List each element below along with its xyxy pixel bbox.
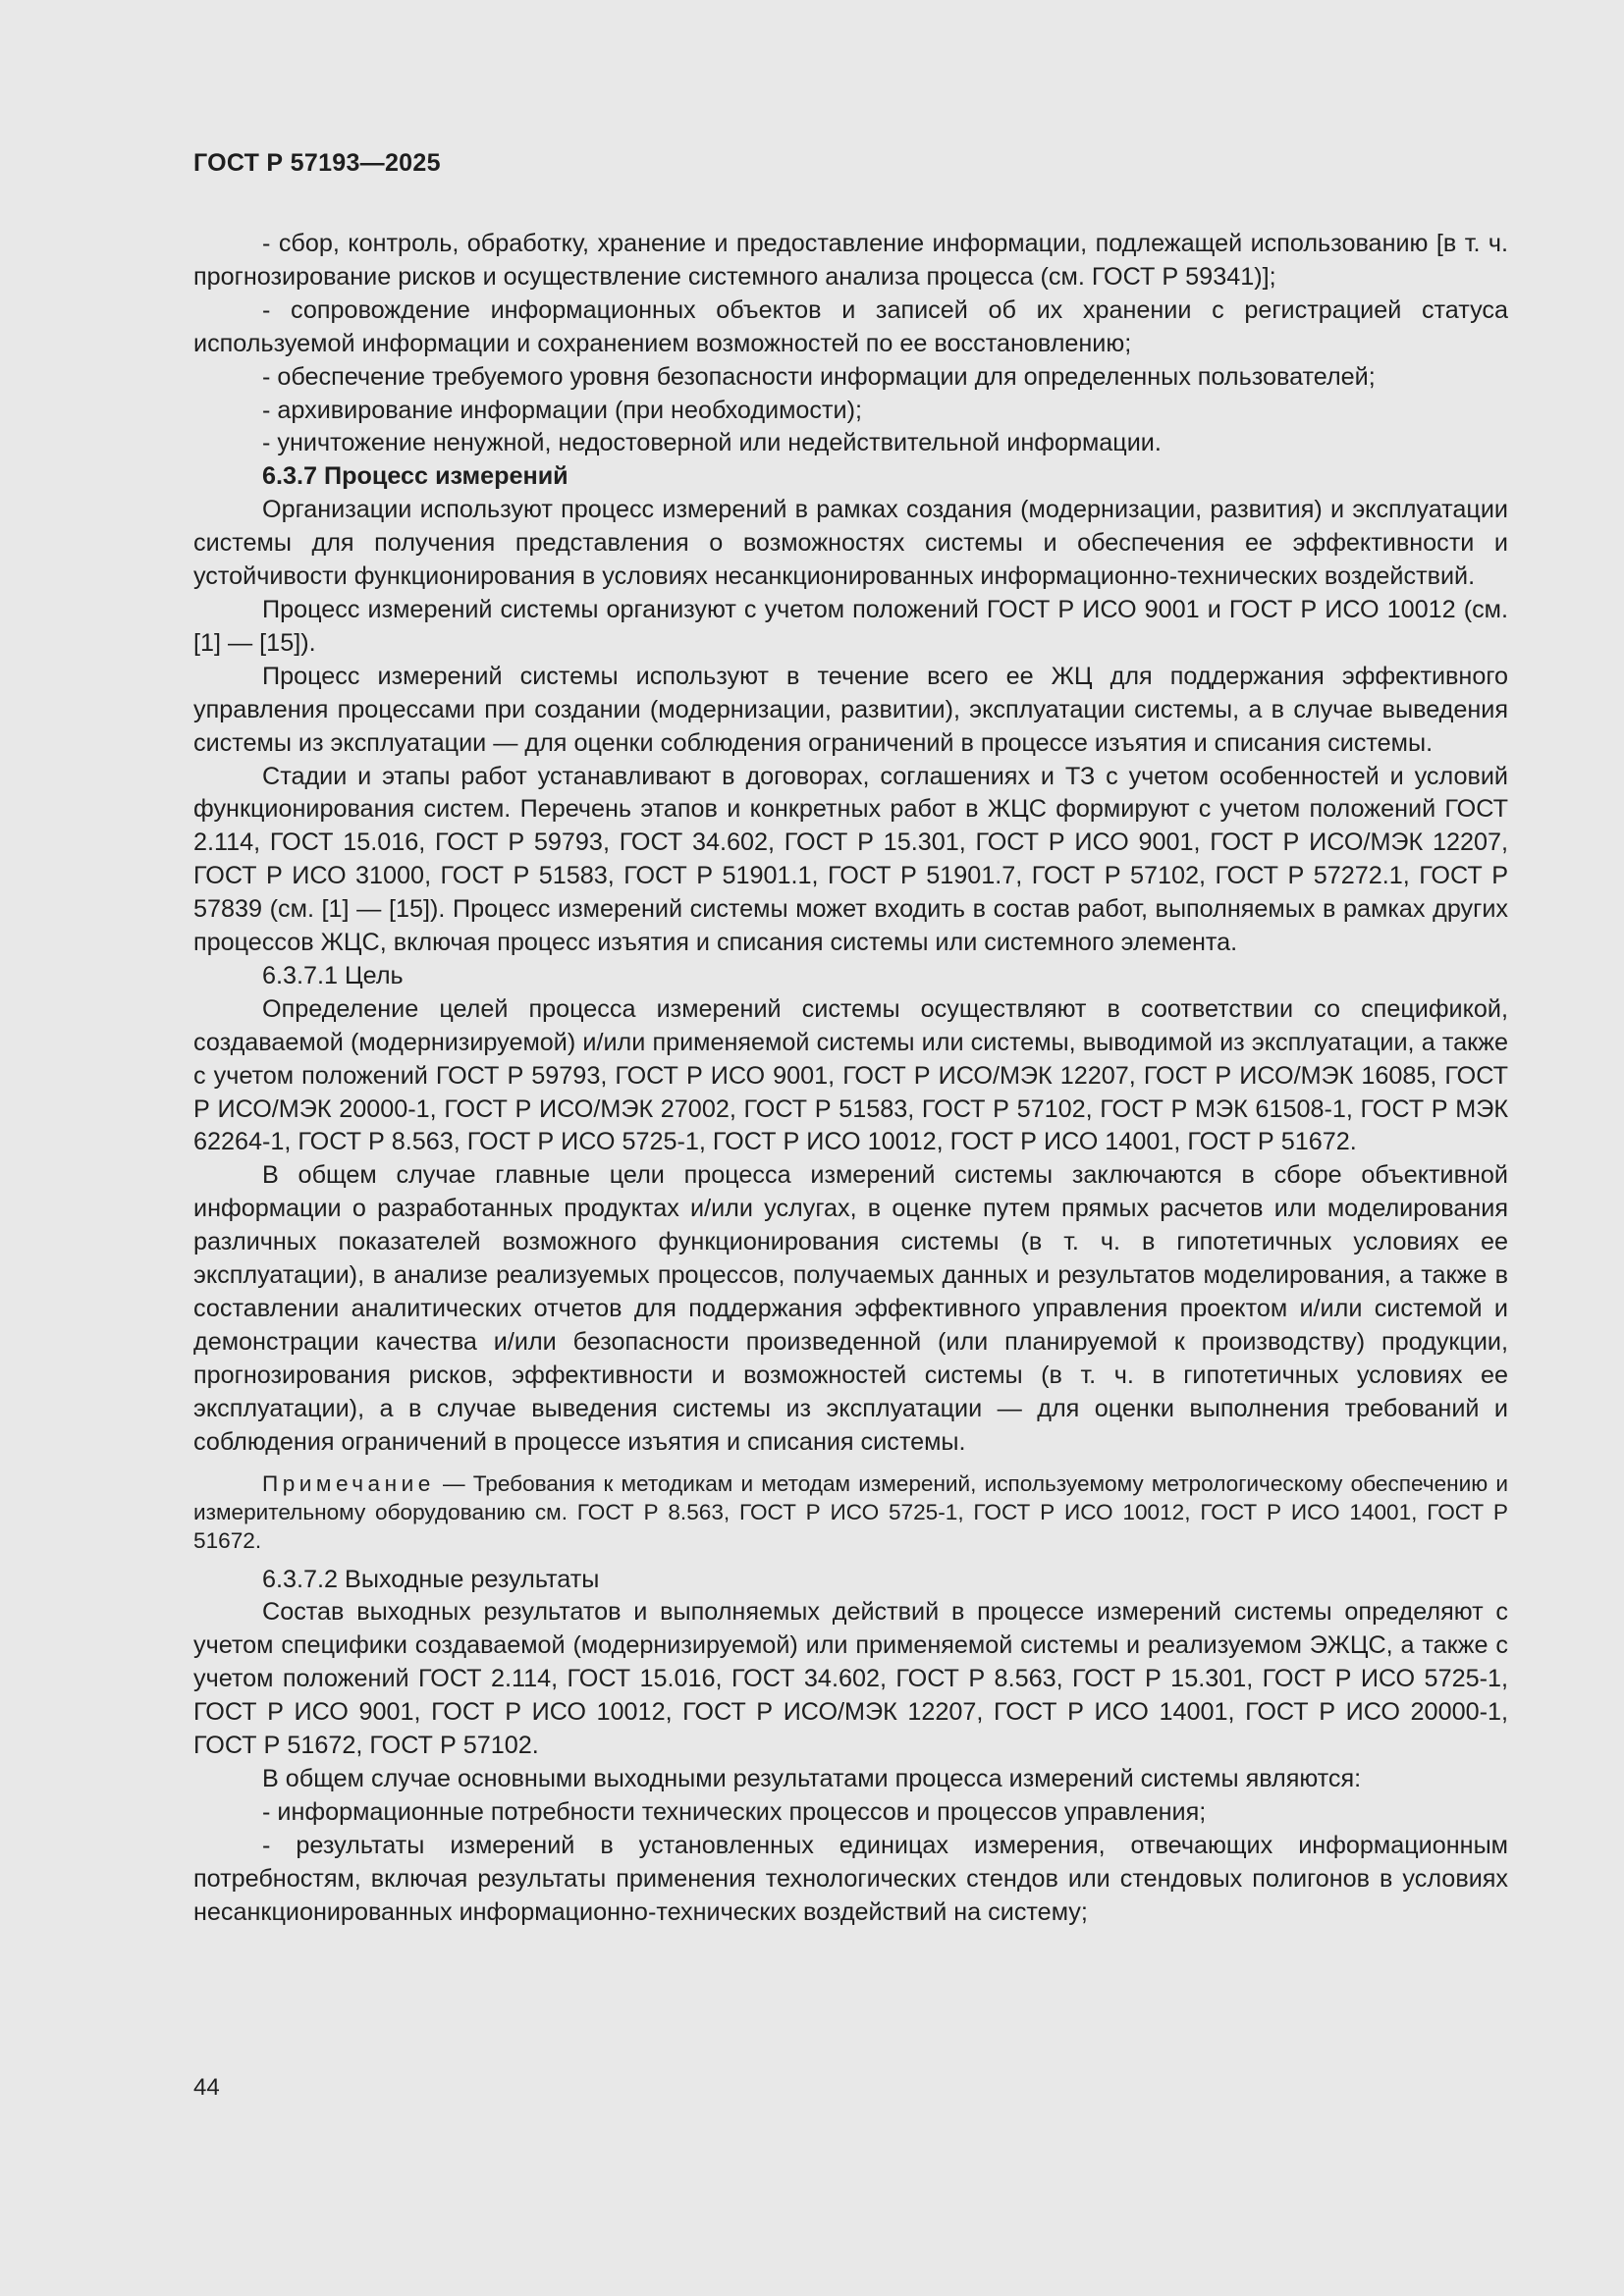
- note: [193, 1469, 1508, 1555]
- paragraph-standards: Процесс измерений системы организуют с учетом положений ГОСТ Р ИСО 9001 и ГОСТ Р ИСО 10012 (см. [1] — [15]).: [193, 595, 1508, 657]
- paragraph-outputs-intro: В общем случае основными выходными результатами процесса измерений системы являются:: [262, 1764, 1362, 1792]
- list-item-destruction: - уничтожение ненужной, недостоверной или недействительной информации.: [262, 429, 1162, 457]
- subsection-heading-outputs: 6.3.7.2 Выходные результаты: [262, 1565, 600, 1593]
- paragraph-stages: Стадии и этапы работ устанавливают в договорах, соглашениях и ТЗ с учетом особенностей и условий функционирования систем. Перечень этапов и конкретных работ в ЖЦС формируют с учетом положений ГОСТ 2.114, ГОСТ 15.016, ГОСТ Р 59793, ГОСТ 34.602, ГОСТ Р 15.301, ГОСТ Р ИСО 9001, ГОСТ Р ИСО/МЭК 12207, ГОСТ Р ИСО 31000, ГОСТ Р 51583, ГОСТ Р 51901.1, ГОСТ Р 51901.7, ГОСТ Р 57102, ГОСТ Р 57272.1, ГОСТ Р 57839 (см. [1] — [15]). Процесс измерений системы может входить в состав работ, выполняемых в рамках других процессов ЖЦС, включая процесс изъятия и списания системы или системного элемента.: [193, 762, 1508, 957]
- list-item-collect-info: - сбор, контроль, обработку, хранение и предоставление информации, подлежащей использованию [в т. ч. прогнозирование рисков и осуществление системного анализа процесса (см. ГОСТ Р 59341)];: [193, 230, 1508, 291]
- section-heading-measurement: 6.3.7 Процесс измерений: [262, 462, 568, 491]
- paragraph-main-goals: В общем случае главные цели процесса измерений системы заключаются в сборе объективной информации о разработанных продуктах и/или услугах, в оценке путем прямых расчетов или моделирования различных показателей возможного функционирования системы (в т. ч. в гипотетичных условиях ее эксплуатации), в анализе реализуемых процессов, получаемых данных и результатов моделирования, а также в составлении аналитических отчетов для поддержания эффективного управления проектом и/или системой и демонстрации качества и/или безопасности произведенной (или планируемой к производству) продукции, прогнозирования рисков, эффективности и возможностей системы (в т. ч. в гипотетичных условиях ее эксплуатации), а в случае выведения системы из эксплуатации — для оценки выполнения требований и соблюдения ограничений в процессе изъятия и списания системы.: [193, 1161, 1508, 1456]
- document-id: ГОСТ Р 57193—2025: [193, 149, 441, 177]
- list-item-info-needs: - информационные потребности технических процессов и процессов управления;: [262, 1797, 1207, 1826]
- page-number: 44: [193, 2074, 220, 2101]
- note-text: — Требования к методикам и методам измерений, используемому метрологическому обеспечению и измерительному оборудованию см. ГОСТ Р 8.563, ГОСТ Р ИСО 5725-1, ГОСТ Р ИСО 10012, ГОСТ Р ИСО 14001, ГОСТ Р 51672.: [193, 1470, 1508, 1553]
- note-label: Примечание: [262, 1470, 435, 1496]
- paragraph-goal-definition: Определение целей процесса измерений системы осуществляют в соответствии со спецификой, создаваемой (модернизируемой) и/или применяемой системы или системы, выводимой из эксплуатации, а также с учетом положений ГОСТ Р 59793, ГОСТ Р ИСО 9001, ГОСТ Р ИСО/МЭК 12207, ГОСТ Р ИСО/МЭК 16085, ГОСТ Р ИСО/МЭК 20000-1, ГОСТ Р ИСО/МЭК 27002, ГОСТ Р 51583, ГОСТ Р 57102, ГОСТ Р МЭК 61508-1, ГОСТ Р МЭК 62264-1, ГОСТ Р 8.563, ГОСТ Р ИСО 5725-1, ГОСТ Р ИСО 10012, ГОСТ Р ИСО 14001, ГОСТ Р 51672.: [193, 994, 1508, 1156]
- paragraph-lifecycle: Процесс измерений системы используют в течение всего ее ЖЦ для поддержания эффективного управления процессами при создании (модернизации, развитии), эксплуатации системы, а в случае выведения системы из эксплуатации — для оценки соблюдения ограничений в процессе изъятия и списания системы.: [193, 662, 1508, 757]
- paragraph-outputs-composition: Состав выходных результатов и выполняемых действий в процессе измерений системы определяют с учетом специфики создаваемой (модернизируемой) или применяемой системы и реализуемом ЭЖЦС, а также с учетом положений ГОСТ 2.114, ГОСТ 15.016, ГОСТ 34.602, ГОСТ Р 8.563, ГОСТ Р 15.301, ГОСТ Р ИСО 5725-1, ГОСТ Р ИСО 9001, ГОСТ Р ИСО 10012, ГОСТ Р ИСО/МЭК 12207, ГОСТ Р ИСО 14001, ГОСТ Р ИСО 20000-1, ГОСТ Р 51672, ГОСТ Р 57102.: [193, 1598, 1508, 1760]
- list-item-maintain-objects: - сопровождение информационных объектов и записей об их хранении с регистрацией статуса используемой информации и сохранением возможностей по ее восстановлению;: [193, 295, 1508, 357]
- list-item-archiving: - архивирование информации (при необходимости);: [262, 396, 863, 424]
- list-item-measurement-results: - результаты измерений в установленных единицах измерения, отвечающих информационным потребностям, включая результаты применения технологических стендов или стендовых полигонов в условиях несанкционированных информационно-технических воздействий на систему;: [193, 1831, 1508, 1926]
- document-body: [193, 228, 1508, 1930]
- list-item-security: - обеспечение требуемого уровня безопасности информации для определенных пользователей;: [262, 362, 1376, 391]
- subsection-heading-goal: 6.3.7.1 Цель: [262, 961, 404, 989]
- paragraph-intro: Организации используют процесс измерений в рамках создания (модернизации, развития) и эксплуатации системы для получения представления о возможностях системы и обеспечения ее эффективности и устойчивости функционирования в условиях несанкционированных информационно-технических воздействий.: [193, 496, 1508, 591]
